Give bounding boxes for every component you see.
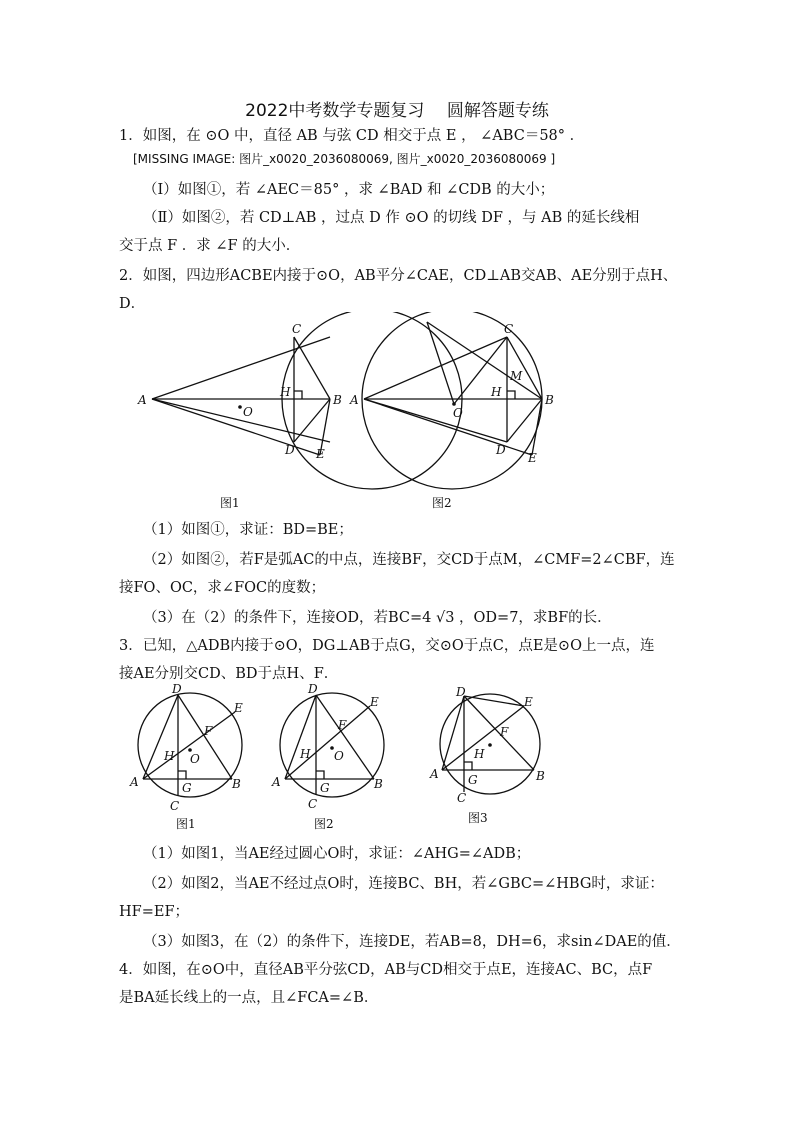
q2-part2-line1: （2）如图②，若F是弧AC的中点，连接BF，交CD于点M，∠CMF=2∠CBF，连 xyxy=(143,552,675,568)
q3-fig2-segment-ae xyxy=(285,706,370,779)
q2-fig2-label-d: D xyxy=(496,443,506,457)
q2-figures xyxy=(130,312,610,512)
q3-fig2-label-o: O xyxy=(334,749,344,763)
q3-fig1-label-h: H xyxy=(164,749,175,763)
q3-fig3-label-f: F xyxy=(500,725,509,739)
q3-figure-2 xyxy=(271,682,384,831)
q1-part1: （Ⅰ）如图①，若 ∠AEC＝85° ，求 ∠BAD 和 ∠CDB 的大小； xyxy=(143,182,555,198)
q2-fig2-segment-fb xyxy=(427,322,542,399)
q3-fig3-label-b: B xyxy=(536,769,545,783)
q2-fig1-circle xyxy=(282,312,462,489)
q3-fig2-circle xyxy=(280,693,384,797)
page-title: 2022中考数学专题复习 圆解答题专练 xyxy=(245,101,549,121)
q3-part3: （3）如图3，在（2）的条件下，连接DE，若AB=8，DH=6，求sin∠DAE的值． xyxy=(143,934,681,950)
q2-part1: （1）如图①，求证：BD=BE； xyxy=(143,522,353,538)
q3-fig1-label-e: E xyxy=(234,701,243,715)
q3-fig2-caption: 图2 xyxy=(314,817,334,831)
q2-part2-line2: 接FO、OC，求∠FOC的度数； xyxy=(119,580,326,596)
q3-fig1-label-g: G xyxy=(182,781,192,795)
q2-fig1-segment-db xyxy=(294,399,330,442)
q1-stem: 1．如图，在 ⊙O 中，直径 AB 与弦 CD 相交于点 E ， ∠ABC＝58° ． xyxy=(119,128,585,144)
q3-fig1-label-c: C xyxy=(170,799,180,813)
q3-fig3-right-angle-mark xyxy=(464,762,472,770)
q2-fig2-segment-db xyxy=(507,399,542,442)
q2-fig2-label-h: H xyxy=(491,385,502,399)
q3-fig3-label-c: C xyxy=(457,791,467,805)
q2-stem-line1: 2．如图，四边形ACBE内接于⊙O，AB平分∠CAE，CD⊥AB交AB、AE分别于点H、 xyxy=(119,268,678,284)
q3-fig3-label-h: H xyxy=(474,747,485,761)
q2-fig1-label-o: O xyxy=(243,405,253,419)
q3-fig3-segment-da xyxy=(442,696,464,770)
q3-fig2-label-h: H xyxy=(300,747,311,761)
q2-fig2-label-e: E xyxy=(528,451,537,465)
q3-fig3-label-d: D xyxy=(456,685,466,699)
q2-fig2-label-o: O xyxy=(453,406,463,420)
q2-fig2-label-m: M xyxy=(510,369,523,383)
q3-fig1-right-angle-mark xyxy=(178,771,186,779)
q3-fig2-label-g: G xyxy=(320,781,330,795)
q3-fig3-caption: 图3 xyxy=(468,811,488,825)
q2-fig2-right-angle-mark xyxy=(507,391,515,399)
q2-fig1-caption: 图1 xyxy=(220,496,240,510)
q2-stem-line2: D． xyxy=(119,296,146,312)
q1-part2-line2: 交于点 F ．求 ∠F 的大小． xyxy=(119,238,301,254)
q3-figure-3 xyxy=(429,685,545,825)
q2-fig1-label-d: D xyxy=(285,443,295,457)
q2-fig1-label-h: H xyxy=(280,385,291,399)
q3-stem-line2: 接AE分别交CD、BD于点H、F． xyxy=(119,666,339,682)
q2-fig2-label-a: A xyxy=(350,393,359,407)
q2-fig1-segment-ad xyxy=(152,399,330,442)
q3-fig2-label-d: D xyxy=(308,682,318,696)
q2-fig2-segment-fo xyxy=(427,322,454,404)
q3-fig1-label-o: O xyxy=(190,752,200,766)
q3-stem-line1: 3．已知，△ADB内接于⊙O，DG⊥AB于点G，交⊙O于点C，点E是⊙O上一点，连 xyxy=(119,638,655,654)
q3-fig2-label-b: B xyxy=(374,777,383,791)
q3-fig2-label-a: A xyxy=(272,775,281,789)
q2-fig2-segment-eb xyxy=(532,399,542,455)
q3-fig3-label-e: E xyxy=(524,695,533,709)
q3-figure-1 xyxy=(129,682,243,831)
q4-stem-line1: 4．如图，在⊙O中，直径AB平分弦CD，AB与CD相交于点E，连接AC、BC，点F xyxy=(119,962,653,978)
q2-fig2-label-b: B xyxy=(545,393,554,407)
q3-fig3-label-a: A xyxy=(430,767,439,781)
q2-fig1-segment-cb xyxy=(294,337,330,399)
missing-image-notice: [MISSING IMAGE: 图片_x0020_2036080069, 图片_x0020_2036080069 ] xyxy=(133,152,556,166)
q2-fig1-segment-ae xyxy=(152,399,320,455)
q2-fig2-label-c: C xyxy=(504,322,514,336)
q3-fig2-label-f: F xyxy=(338,718,347,732)
q2-fig2-caption: 图2 xyxy=(432,496,452,510)
q2-fig1-label-e: E xyxy=(316,447,325,461)
q3-fig1-label-b: B xyxy=(232,777,241,791)
q3-fig2-label-c: C xyxy=(308,797,318,811)
q2-fig1-label-c: C xyxy=(292,322,302,336)
q3-fig3-label-g: G xyxy=(468,773,478,787)
q3-fig1-label-d: D xyxy=(172,682,182,696)
q3-fig1-label-f: F xyxy=(204,724,213,738)
q2-fig2-segment-ad xyxy=(364,399,507,442)
q2-fig1-center-dot xyxy=(238,405,242,409)
q3-fig3-center-dot xyxy=(488,743,492,747)
q4-stem-line2: 是BA延长线上的一点，且∠FCA=∠B． xyxy=(119,990,379,1006)
q2-part3: （3）在（2）的条件下，连接OD，若BC=4 √3 ，OD=7，求BF的长． xyxy=(143,610,612,626)
q2-fig1-segment-ac xyxy=(152,337,330,399)
q2-fig1-label-a: A xyxy=(138,393,147,407)
q1-part2-line1: （Ⅱ）如图②，若 CD⊥AB ，过点 D 作 ⊙O 的切线 DF ，与 AB 的延长线相 xyxy=(143,210,640,226)
q3-fig2-right-angle-mark xyxy=(316,771,324,779)
q3-fig2-label-e: E xyxy=(370,695,379,709)
q2-fig1-label-b: B xyxy=(333,393,342,407)
q3-fig2-segment-db xyxy=(316,695,374,779)
q3-part2-line2: HF=EF； xyxy=(119,904,190,920)
q3-fig1-caption: 图1 xyxy=(176,817,196,831)
q2-fig1-right-angle-mark xyxy=(294,391,302,399)
q3-figures xyxy=(128,682,568,832)
q3-part1: （1）如图1，当AE经过圆心O时，求证：∠AHG=∠ADB； xyxy=(143,846,531,862)
q2-figure-2 xyxy=(349,312,554,510)
q3-fig1-label-a: A xyxy=(130,775,139,789)
q3-part2-line1: （2）如图2，当AE不经过点O时，连接BC、BH，若∠GBC=∠HBG时，求证： xyxy=(143,876,664,892)
